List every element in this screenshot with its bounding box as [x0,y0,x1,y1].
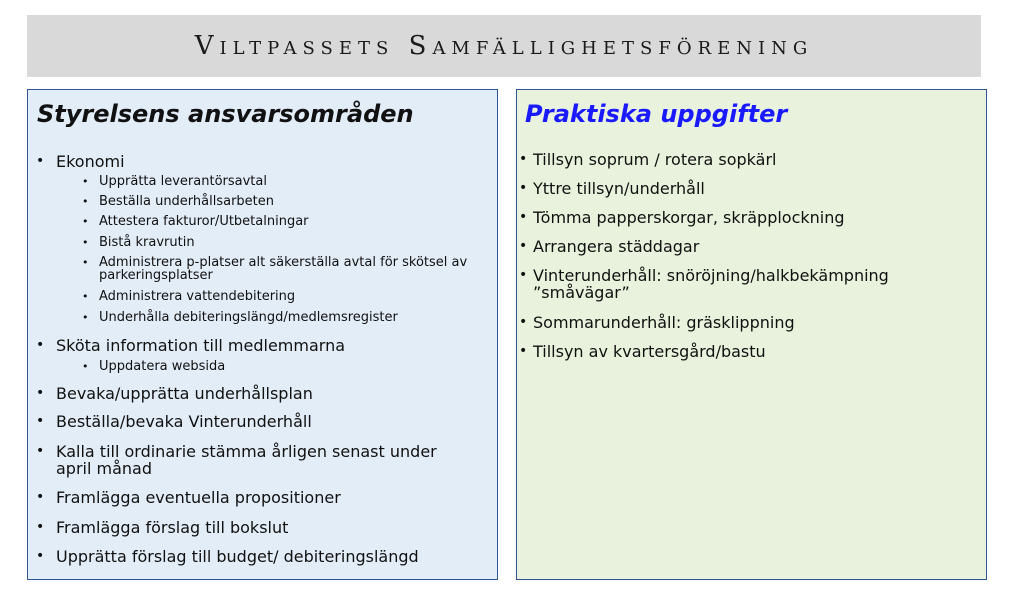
page-title: Viltpassets Samfällighetsförening [194,31,814,61]
practical-tasks-heading: Praktiska uppgifter [525,100,788,128]
responsibilities-panel: Styrelsens ansvarsområden • Ekonomi • Upprätta leverantörsavtal • Beställa underhållsarbeten • Attestera fakturor/Utbetalningar • Bistå kravrutin • Administrera p-platser alt säkerställa avtal för skötsel av parkeringsplatser • Administrera vattendebitering • Underhålla debiteringslängd/medlemsregister • Sköta information till medlemmarna • Uppdatera websida • Bevaka/upprätta underhållsplan • Beställa/bevaka Vinterunderhåll • Kalla till ordinarie stämma årligen senast under april månad • Framlägga eventuella propositioner • Framlägga förslag till bokslut • Upprätta förslag till budget/ debiteringslängd [27,89,498,580]
responsibilities-heading: Styrelsens ansvarsområden [37,100,414,128]
practical-tasks-panel: Praktiska uppgifter • Tillsyn soprum / rotera sopkärl • Yttre tillsyn/underhåll • Tömma papperskorgar, skräpplockning • Arrangera städdagar • Vinterunderhåll: snöröjning/halkbekämpning ”småvägar” • Sommarunderhåll: gräsklippning • Tillsyn av kvartersgård/bastu [516,89,987,580]
title-bar [27,15,981,77]
